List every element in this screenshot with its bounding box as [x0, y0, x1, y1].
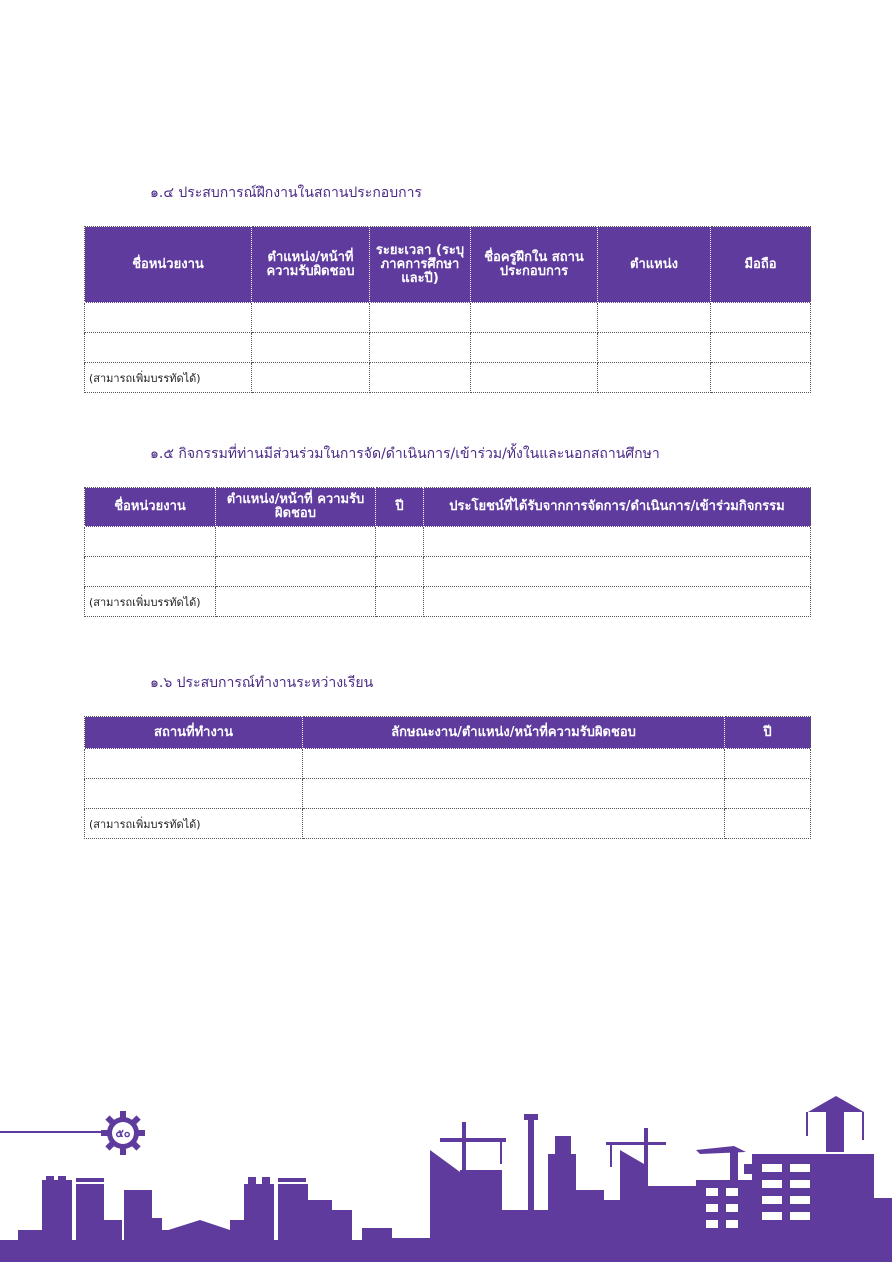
table-cell[interactable]	[376, 587, 424, 617]
section-title-activities: ๑.๕ กิจกรรมที่ท่านมีส่วนร่วมในการจัด/ดำเนินการ/เข้าร่วม/ทั้งในและนอกสถานศึกษา	[150, 446, 660, 462]
table-row	[85, 363, 811, 393]
header-year: ปี	[376, 488, 424, 527]
header-trainer-name: ชื่อครูฝึกใน สถานประกอบการ	[471, 227, 598, 303]
table-cell[interactable]	[85, 333, 252, 363]
header-job-description: ลักษณะงาน/ตำแหน่ง/หน้าที่ความรับผิดชอบ	[303, 717, 725, 749]
table-cell[interactable]	[471, 363, 598, 393]
table-cell[interactable]	[598, 333, 711, 363]
table-header-row	[85, 717, 811, 749]
table-cell[interactable]	[725, 809, 811, 839]
table-cell[interactable]	[303, 749, 725, 779]
table-cell[interactable]	[471, 333, 598, 363]
add-row-note[interactable]: (สามารถเพิ่มบรรทัดได้)	[85, 363, 252, 393]
table-cell[interactable]	[85, 779, 303, 809]
section-title-internship: ๑.๔ ประสบการณ์ฝึกงานในสถานประกอบการ	[150, 185, 422, 201]
page-number: ๕๐	[115, 1127, 131, 1140]
table-row	[85, 333, 811, 363]
header-position: ตำแหน่ง	[598, 227, 711, 303]
table-row	[85, 527, 811, 557]
table-cell[interactable]	[711, 333, 811, 363]
table-cell[interactable]	[370, 363, 471, 393]
header-position-duty: ตำแหน่ง/หน้าที่ ความรับผิดชอบ	[252, 227, 370, 303]
header-year: ปี	[725, 717, 811, 749]
table-cell[interactable]	[471, 303, 598, 333]
header-agency-name: ชื่อหน่วยงาน	[85, 227, 252, 303]
table-cell[interactable]	[424, 527, 811, 557]
work-experience-table	[84, 716, 811, 839]
city-skyline	[0, 1080, 892, 1262]
table-cell[interactable]	[216, 557, 376, 587]
table-cell[interactable]	[725, 779, 811, 809]
table-cell[interactable]	[711, 303, 811, 333]
table-cell[interactable]	[376, 557, 424, 587]
table-row	[85, 557, 811, 587]
table-cell[interactable]	[424, 557, 811, 587]
table-cell[interactable]	[216, 587, 376, 617]
table-cell[interactable]	[252, 303, 370, 333]
add-row-note[interactable]: (สามารถเพิ่มบรรทัดได้)	[85, 587, 216, 617]
table-cell[interactable]	[252, 333, 370, 363]
table-cell[interactable]	[376, 527, 424, 557]
table-cell[interactable]	[303, 779, 725, 809]
header-agency-name: ชื่อหน่วยงาน	[85, 488, 216, 527]
table-cell[interactable]	[216, 527, 376, 557]
table-cell[interactable]	[711, 363, 811, 393]
table-cell[interactable]	[85, 749, 303, 779]
table-cell[interactable]	[370, 333, 471, 363]
table-cell[interactable]	[370, 303, 471, 333]
table-row	[85, 303, 811, 333]
internship-table	[84, 226, 811, 393]
header-workplace: สถานที่ทำงาน	[85, 717, 303, 749]
table-cell[interactable]	[85, 527, 216, 557]
table-cell[interactable]	[85, 303, 252, 333]
table-cell[interactable]	[598, 363, 711, 393]
table-cell[interactable]	[725, 749, 811, 779]
table-cell[interactable]	[424, 587, 811, 617]
header-duration: ระยะเวลา (ระบุ ภาคการศึกษา และปี)	[370, 227, 471, 303]
table-row	[85, 587, 811, 617]
header-position-duty: ตำแหน่ง/หน้าที่ ความรับผิดชอบ	[216, 488, 376, 527]
table-cell[interactable]	[598, 303, 711, 333]
section-title-work-experience: ๑.๖ ประสบการณ์ทำงานระหว่างเรียน	[150, 675, 374, 691]
table-cell[interactable]	[85, 557, 216, 587]
activities-table	[84, 487, 811, 617]
header-mobile: มือถือ	[711, 227, 811, 303]
table-cell[interactable]	[252, 363, 370, 393]
table-cell[interactable]	[303, 809, 725, 839]
table-row	[85, 809, 811, 839]
table-row	[85, 779, 811, 809]
table-header-row	[85, 227, 811, 303]
header-benefits: ประโยชน์ที่ได้รับจากการจัดการ/ดำเนินการ/เข้าร่วมกิจกรรม	[424, 488, 811, 527]
table-header-row	[85, 488, 811, 527]
add-row-note[interactable]: (สามารถเพิ่มบรรทัดได้)	[85, 809, 303, 839]
table-row	[85, 749, 811, 779]
